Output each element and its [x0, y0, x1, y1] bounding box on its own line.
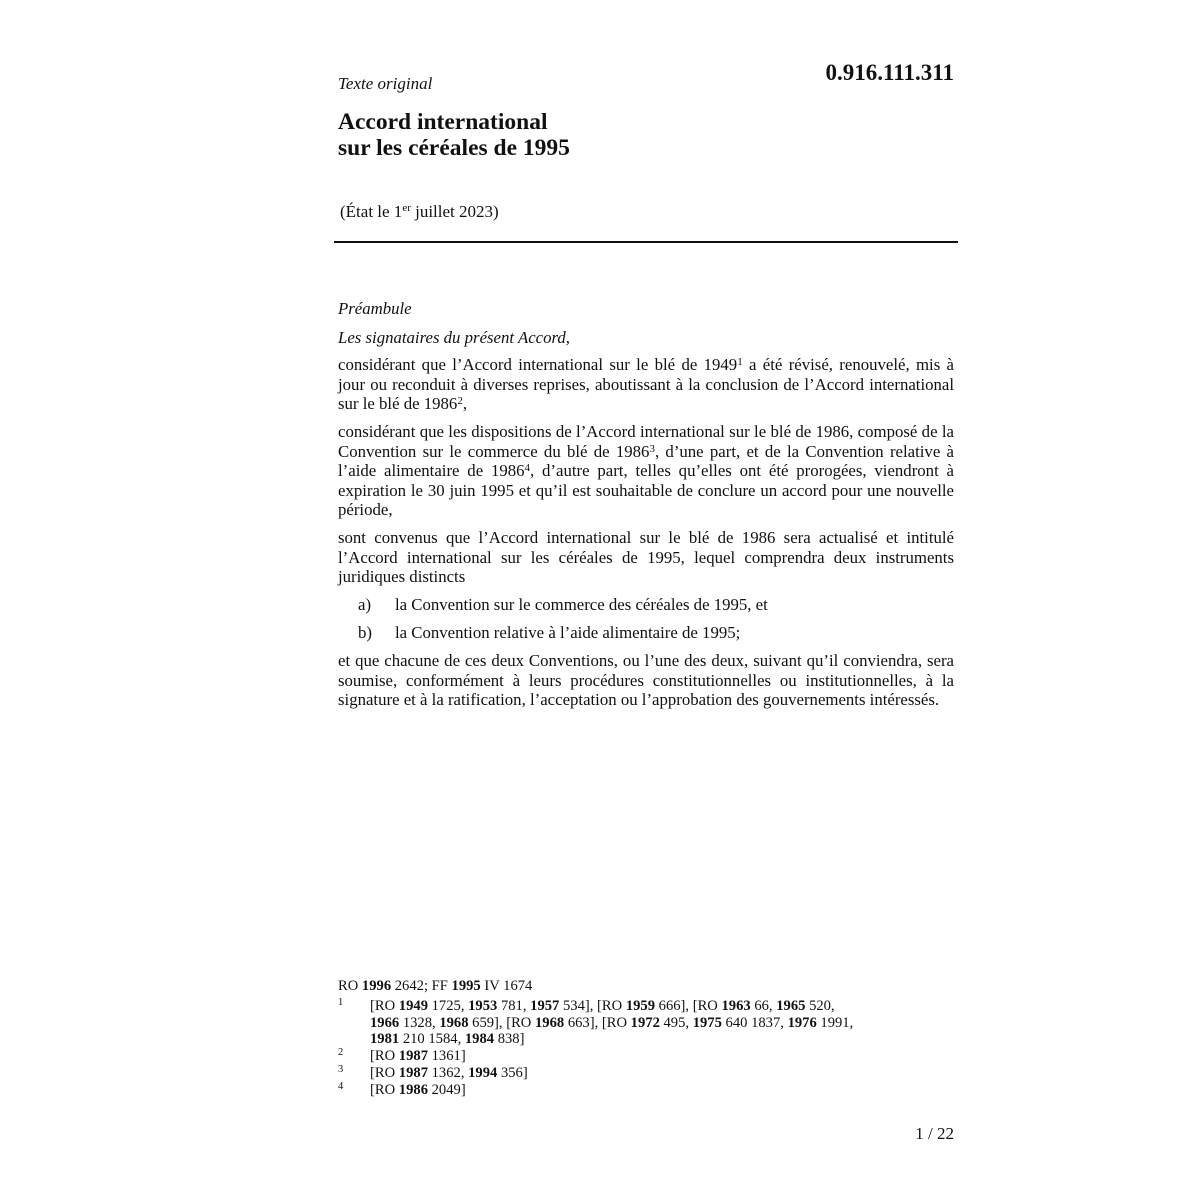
list-marker: b) [358, 622, 372, 642]
paragraph-3: sont convenus que l’Accord international sur le blé de 1986 sera actualisé et intitulé l’Accord international sur les céréales de 1995, lequel comprendra deux instruments juridiques distincts [338, 527, 954, 587]
preamble-heading: Préambule [338, 299, 412, 318]
list-item-text: la Convention relative à l’aide alimentaire de 1995; [395, 622, 741, 642]
footnote-number: 3 [338, 1063, 344, 1075]
list-marker: a) [358, 594, 372, 614]
footnote-ref-2[interactable]: 2 [457, 395, 463, 408]
paragraph-1: considérant que l’Accord international sur le blé de 1949$^1$ a été révisé, renouvelé, mis à jour ou reconduit à diverses reprises, aboutissant à la conclusion de l’Accord international sur le blé de 1986$^2$, [338, 355, 955, 414]
title-line-2: sur les céréales de 1995 [338, 135, 570, 161]
footnote-number: 1 [338, 996, 344, 1008]
state-suffix: juillet 2023) [410, 202, 499, 221]
footnote-ref-4[interactable]: 4 [524, 462, 531, 475]
preamble-section [338, 299, 954, 718]
footnote-3: 3 [RO 1987 1362, 1994 356] [338, 1063, 528, 1081]
footnote-4: 4 [RO 1986 2049] [338, 1080, 466, 1098]
footnotes-section [338, 978, 938, 1099]
list-item-a [338, 595, 954, 615]
classification-number: 0.916.111.311 [825, 60, 954, 85]
state-superscript: er [402, 202, 411, 214]
header-divider [334, 241, 958, 243]
paragraph-4: et que chacune de ces deux Conventions, ou l’une des deux, suivant qu’il conviendra, sera soumise, conformément à leurs procédures constitutionnelles ou institutionnelles, à la signature et à la ratification, l’acceptation ou l’approbation des gouvernements intéressés. [338, 651, 954, 710]
footnote-ref-1[interactable]: 1 [737, 356, 743, 369]
paragraph-2: considérant que les dispositions de l’Accord international sur le blé de 1986, composé de la Convention sur le commerce du blé de 1986$^3$, d’une part, et de la Convention relative à l’aide alimentaire de 1986$^4$, d’autre part, telles qu’elles ont été prorogées, viendront à expiration le 30 juin 1995 et qu’il est souhaitable de conclure un accord pour une nouvelle période, [338, 421, 955, 520]
title-line-1: Accord international [338, 109, 548, 135]
state-date [340, 202, 499, 222]
footnote-ref-3[interactable]: 3 [649, 442, 655, 455]
footnote-number: 2 [338, 1047, 344, 1059]
list-item-b [338, 623, 954, 643]
footnote-2: 2 [RO 1987 1361] [338, 1047, 466, 1065]
state-prefix: (État le 1 [340, 202, 403, 221]
list-item-text: la Convention sur le commerce des céréales de 1995, et [395, 594, 768, 614]
document-title [338, 109, 570, 161]
page-number: 1 / 22 [915, 1124, 954, 1143]
publication-reference: RO 1996 2642; FF 1995 IV 1674 [338, 978, 533, 994]
signatories-line: Les signataires du présent Accord, [338, 327, 570, 347]
footnote-number: 4 [338, 1080, 344, 1092]
original-text-label: Texte original [338, 74, 433, 93]
footnote-1: 1 [RO 1949 1725, 1953 781, 1957 534], [RO 1959 666], [RO 1963 66, 1965 520, 1966 1328, 1968 659], [RO 1968 663], [RO 1972 495, 1975 640 1837, 1976 1991, 1981 210 1584, 1984 838] [338, 996, 854, 1048]
